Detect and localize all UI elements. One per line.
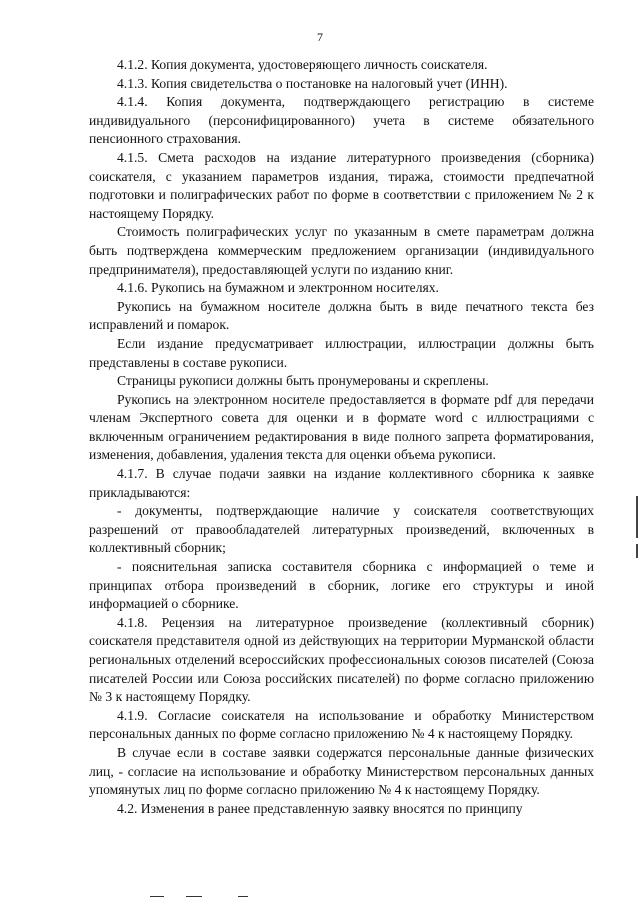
paragraph-4-1-9: 4.1.9. Согласие соискателя на использование и обработку Министерством персональных данных по форме согласно приложению № 4 к настоящему Порядку.	[89, 707, 594, 742]
paragraph-4-2: 4.2. Изменения в ранее представленную заявку вносятся по принципу	[117, 800, 523, 816]
scan-edge-mark	[636, 496, 638, 538]
footer-mark	[150, 896, 164, 897]
paragraph-4-1-8: 4.1.8. Рецензия на литературное произведение (коллективный сборник) соискателя представителя одной из действующих на территории Мурманской области региональных отделений всероссийских профессиональных союзов писателей (Союза писателей России или Союза российских писателей) по форме согласно приложению № 3 к настоящему Порядку.	[89, 614, 594, 705]
paragraph-printing-cost: Стоимость полиграфических услуг по указанным в смете параметрам должна быть подтверждена коммерческим предложением организации (индивидуального предпринимателя), предоставляющей услуги по изданию книг.	[89, 224, 594, 277]
paragraph-4-1-6: 4.1.6. Рукопись на бумажном и электронном носителях.	[117, 280, 439, 296]
paragraph-electronic-manuscript: Рукопись на электронном носителе предоставляется в формате pdf для передачи членам Экспертного совета для оценки и в формате word с иллюстрациями с включенным ограничением редактирования в виде полного запрета форматирования, изменения, добавления, удаления текста для оценки объема рукописи.	[89, 391, 594, 463]
paragraph-4-1-5: 4.1.5. Смета расходов на издание литературного произведения (сборника) соискателя, с указанием параметров издания, тиража, стоимости предпечатной подготовки и полиграфических работ по форме в соответствии с приложением № 2 к настоящему Порядку.	[89, 149, 594, 221]
paragraph-4-1-3: 4.1.3. Копия свидетельства о постановке на налоговый учет (ИНН).	[117, 75, 508, 91]
list-item-permissions: - документы, подтверждающие наличие у соискателя соответствующих разрешений от правообладателей литературных произведений, включенных в коллективный сборник;	[89, 503, 594, 556]
paragraph-page-numbering: Страницы рукописи должны быть пронумерованы и скреплены.	[117, 373, 489, 389]
paragraph-4-1-7: 4.1.7. В случае подачи заявки на издание коллективного сборника к заявке прикладываются:	[89, 466, 594, 500]
footer-mark	[238, 896, 248, 897]
scan-edge-mark	[636, 544, 638, 558]
paragraph-personal-data: В случае если в составе заявки содержатся персональные данные физических лиц, - согласие на использование и обработку Министерством персональных данных упомянутых лиц по форме согласно приложению № 4 к настоящему Порядку.	[89, 744, 594, 798]
paragraph-illustrations: Если издание предусматривает иллюстрации, иллюстрации должны быть представлены в составе рукописи.	[89, 335, 594, 370]
paragraph-paper-manuscript: Рукопись на бумажном носителе должна быть в виде печатного текста без исправлений и помарок.	[89, 298, 594, 333]
paragraph-4-1-2: 4.1.2. Копия документа, удостоверяющего личность соискателя.	[117, 57, 488, 72]
page-number: 7	[317, 30, 323, 44]
document-body	[89, 56, 594, 818]
paragraph-4-1-4: 4.1.4. Копия документа, подтверждающего регистрацию в системе индивидуального (персонифицированного) учета в системе обязательного пенсионного страхования.	[89, 94, 594, 147]
list-item-explanatory-note: - пояснительная записка составителя сборника с информацией о теме и принципах отбора произведений в сборник, логике его структуры и иной информацией о сборнике.	[89, 559, 594, 612]
footer-mark	[186, 896, 202, 897]
